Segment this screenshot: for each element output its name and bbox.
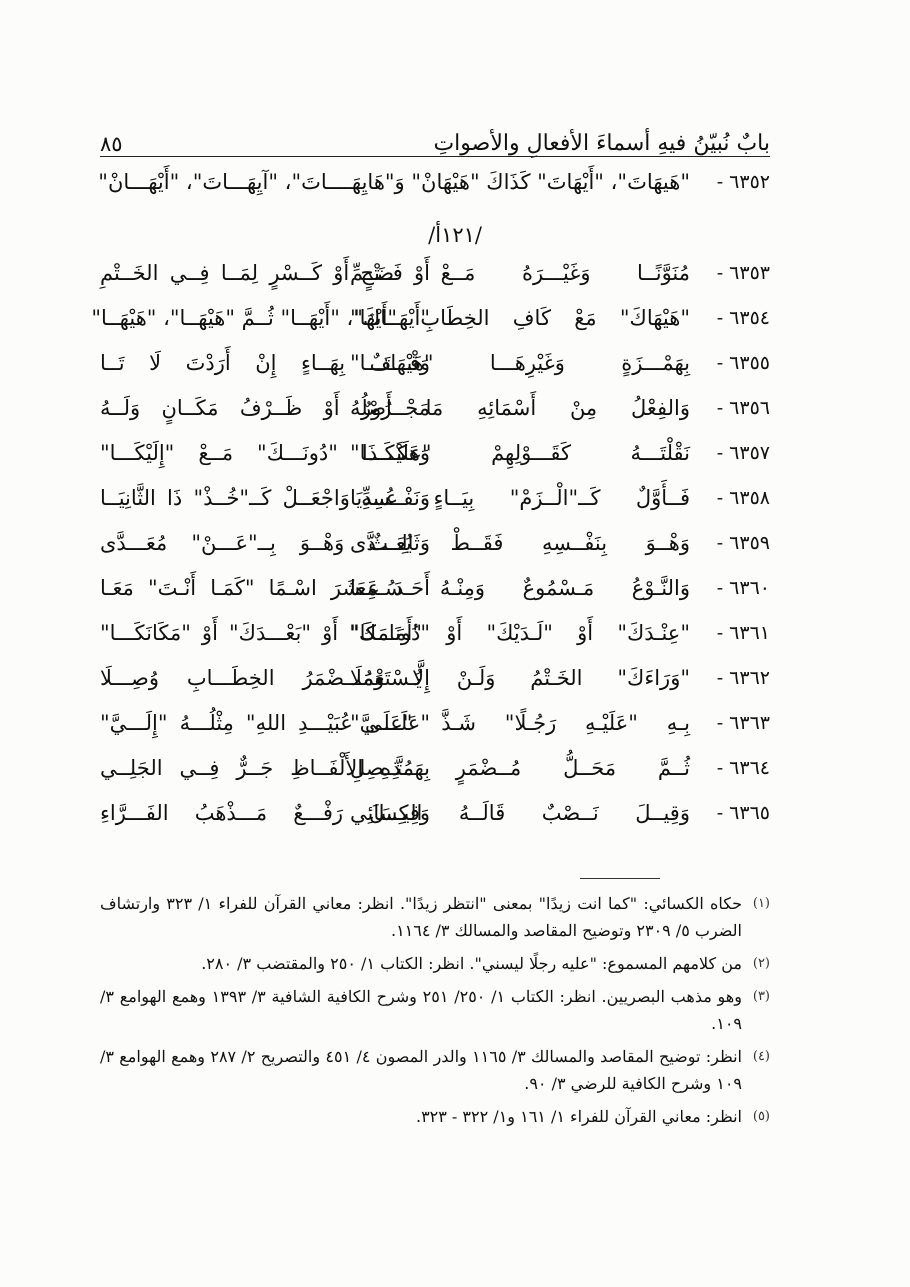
- verse-number: ٦٣٥٦ -: [716, 397, 770, 419]
- verse-line: [91, 298, 770, 338]
- verse-first-hemistich: وَقِيــلَ نَــصْبٌ قَالَــهُ الكِسَائِي: [350, 801, 690, 825]
- verse-number: ٦٣٥٢ -: [716, 171, 770, 193]
- verse-second-hemistich: أَوْ فَــتْحٍ أَوْ كَــسْرٍ لِمَــا فِــي الخَــتْمِ: [100, 261, 430, 285]
- verse-first-hemistich: "عِنْـدَكَ" أَوْ "لَـدَيْكَ" أَوْ "أَمَامَكَا": [350, 621, 690, 645]
- footnote-text: انظر: توضيح المقاصد والمسالك ٣/ ١١٦٥ والدر المصون ٤/ ٤٥١ والتصريح ٢/ ٢٨٧ وهمع الهوامع ٣/ ١٠٩ وشرح الكافية للرضي ٣/ ٩٠.: [100, 1047, 742, 1093]
- running-title: بابٌ نُبيّنُ فيهِ أسماءَ الأفعالِ والأصواتِ: [433, 131, 770, 156]
- verse-number: ٦٣٦١ -: [716, 622, 770, 644]
- verse-second-hemistich: مَجْــرُورٌ أَوْ ظَــرْفُ مَكَــانٍ وَلَــهُ: [100, 396, 430, 420]
- verse-first-hemistich: وَالفِعْلُ مِنْ أَسْمَائِهِ مَا أَصْلُهُ: [350, 396, 690, 420]
- footnote-marker: (١): [752, 896, 770, 911]
- footnotes: [100, 890, 770, 1136]
- verse-first-hemistich: وَهْــوَ بِنَفْــسِهِ فَقَــطْ يُعَـــدَّى: [350, 531, 690, 555]
- verse-number: ٦٣٥٩ -: [716, 532, 770, 554]
- verse-second-hemistich: "عَلَـــى عُبَيْـــدِ اللهِ" مِثْلُـــهُ "إِلَـــيَّ": [100, 711, 430, 735]
- footnote-text: وهو مذهب البصريين. انظر: الكتاب ١/ ٢٥٠/ ٢٥١ وشرح الكافية الشافية ٣/ ١٣٩٣ وهمع الهوامع ٣/ ١٠٩.: [100, 987, 742, 1033]
- verse-number: ٦٣٦٥ -: [716, 802, 770, 824]
- verse-second-hemistich: وَنَفْــسِهِ وَاجْعَــلْ كَــ"خُــذْ" ذَا الثَّانِيَــا: [100, 486, 430, 510]
- footnote-marker: (٢): [752, 956, 770, 971]
- footnote: [100, 983, 770, 1037]
- footnote: [100, 1103, 770, 1130]
- verse-text: "هَيهَاتَ"، "أَيْهَاتَ" كَذَاكَ "هَيْهَانْ" وَ"هَايِهَــــاتَ"، "آيِهَـــاتَ"، "أَيْهَـــانْ": [98, 170, 690, 194]
- verse-number: ٦٣٦٠ -: [716, 577, 770, 599]
- verse-line: [100, 613, 770, 653]
- verse-second-hemistich: أَحَـدَ عَـشَرَ اسْـمًا "كَمَـا أَنْـتَ" مَعَـا: [100, 576, 430, 600]
- footnote: [100, 950, 770, 977]
- verse-line: [100, 478, 770, 518]
- verse-second-hemistich: وَقِيـــلَ رَفْـــعٌ مَـــذْهَبُ الفَـــرَّاءِ: [100, 801, 430, 825]
- verse-second-hemistich: وَثَالِــثٌ وَهْــوَ بِــ"عَـــنْ" مُعَـــدَّى: [100, 531, 430, 555]
- verse-first-hemistich: "هَيْهَاكَ" مَعْ كَافِ الخِطَابِ "أَيْهَا": [350, 306, 690, 330]
- verse-line: [100, 658, 770, 698]
- verse-line: [100, 253, 770, 293]
- footnote-marker: (٤): [752, 1049, 770, 1064]
- verse-first-hemistich: فَــأَوَّلٌ كَــ"الْــزَمْ" بِيَــاءٍ عُــدِّيَا: [350, 486, 690, 510]
- footnote-marker: (٥): [752, 1109, 770, 1124]
- verse-number: ٦٣٦٢ -: [716, 667, 770, 689]
- footnote-text: من كلامهم المسموع: "عليه رجلًا ليسني". انظر: الكتاب ١/ ٢٥٠ والمقتضب ٣/ ٢٨٠.: [201, 954, 742, 973]
- header-rule: [100, 156, 770, 157]
- verse-number: ٦٣٦٣ -: [716, 712, 770, 734]
- footnote-text: انظر: معاني القرآن للفراء ١/ ١٦١ و١/ ٣٢٢ - ٣٢٣.: [415, 1107, 742, 1126]
- verse-number: ٦٣٥٥ -: [716, 352, 770, 374]
- page-number: ٨٥: [100, 132, 123, 156]
- verse-first-hemistich: ثُــمَّ مَحَــلُّ مُــضْمَرٍ مُتَّــصِلِ: [350, 756, 690, 780]
- footnote-marker: (٣): [752, 989, 770, 1004]
- verse-number: ٦٣٥٣ -: [716, 262, 770, 284]
- verse-number: ٦٣٦٤ -: [716, 757, 770, 779]
- verse-first-hemistich: مُنَوَّنًــا وَغَيْـــرَهُ مَــعْ ضَــمِّ: [350, 261, 690, 285]
- verse-second-hemistich: إِلَّا وَمُـــضْمَرُ الخِطَـــابِ وُصِـــلَا: [100, 666, 430, 690]
- footnote-text: حكاه الكسائي: "كما انت زيدًا" بمعنى "انتظر زيدًا". انظر: معاني القرآن للفراء ١/ ٣٢٣ وارتشاف الضرب ٥/ ٢٣٠٩ وتوضيح المقاصد والمسالك ٣/ ١١٦٤.: [100, 894, 743, 940]
- verse-first-hemistich: بِهَمْـــزَةٍ وَغَيْرِهَـــا "هَيْهَاتَـــا": [350, 351, 690, 375]
- verse-second-hemistich: بِهَــذِهِ الأَلْفَــاظِ جَــرٌّ فِــي الجَلِــي: [100, 756, 430, 780]
- verse-number: ٦٣٥٧ -: [716, 442, 770, 464]
- verse-line: [100, 433, 770, 473]
- verse-number: ٦٣٥٤ -: [716, 307, 770, 329]
- footnote: [100, 1043, 770, 1097]
- verse-second-hemistich: وَقْـــفٌ بِهَــاءٍ إِنْ أَرَدْتَ لَا تَــا: [100, 351, 430, 375]
- footnote: [100, 890, 770, 944]
- verse-line: [100, 793, 770, 833]
- verse-line: [100, 568, 770, 608]
- verse-line: [100, 388, 770, 428]
- verse-first-hemistich: نَقْلْتَـــهُ كَقَـــوْلِهِمْ "عَلَيْكَـــا": [350, 441, 690, 465]
- page-header: [100, 118, 770, 156]
- verse-line: [100, 523, 770, 563]
- verse-second-hemistich: "أَيْهَــاكَ"، "أَيْهَــا" ثُــمَّ "هَيْهَــا"، "هَيْهَــا": [91, 306, 430, 330]
- verse-first-hemistich: بِـهِ "عَلَيْـهِ رَجُـلًا" شَـذَّ "عَلَـيَّ": [350, 711, 690, 735]
- footnote-separator: [580, 878, 660, 879]
- verse-first-hemistich: وَالنَّـوْعُ مَـسْمُوعٌ وَمِنْـهُ سُـمِعَا: [350, 576, 690, 600]
- verse-second-hemistich: "دُونَـــكَ" أَوْ "بَعْـــدَكَ" أَوْ "مَكَانَكَـــا": [100, 621, 430, 645]
- verse-line: [100, 748, 770, 788]
- verse-line: [100, 162, 770, 202]
- verse-first-hemistich: "وَرَاءَكَ" الخَـتْمُ وَلَـنْ يُـسْتَعْمَلَا: [350, 666, 690, 690]
- verse-line: [100, 343, 770, 383]
- verse-number: ٦٣٥٨ -: [716, 487, 770, 509]
- verse-line: [100, 703, 770, 743]
- manuscript-folio-marker: /١٢١أ/: [428, 223, 482, 247]
- verse-second-hemistich: وَهكَـــذَا "دُونَـــكَ" مَــعْ "إِلَيْكَـــا": [100, 441, 430, 465]
